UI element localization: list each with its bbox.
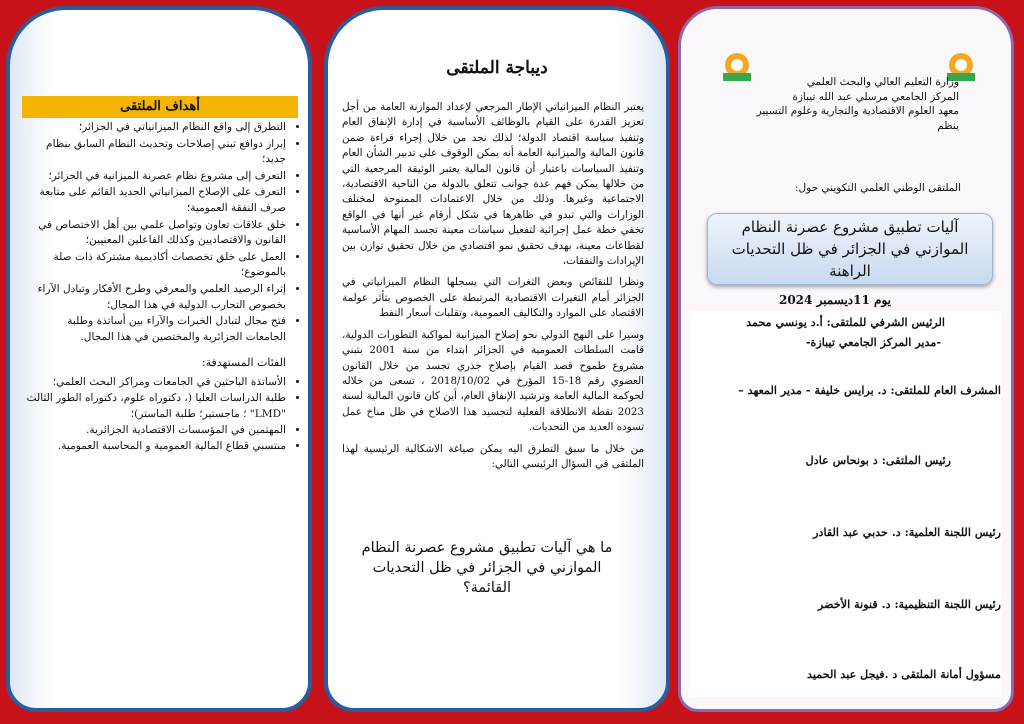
forum-date: يوم 11ديسمبر 2024 — [778, 293, 891, 307]
audience-item: • الأساتذة الباحثين في الجامعات ومراكز البحث العلمي؛ — [24, 374, 286, 390]
preamble-title: ديباجة الملتقى — [446, 58, 548, 78]
goals-title: أهداف الملتقى — [22, 96, 298, 118]
institute-line: معهد العلوم الاقتصادية والتجارية وعلوم التسيير — [756, 105, 959, 117]
goal-item: • العمل على خلق تخصصات أكاديمية مشتركة ذات صلة بالموضوع؛ — [24, 250, 286, 281]
preamble-paragraph: وسيرا على النهج الدولي نحو إصلاح الميزانية لمواكبة التطورات الدولية، قامت السلطات العمومية في الجزائر ابتداء من سنة 2001 بتبني مشروع طموح قصد القيام بإصلاح جذري تجسد من خلال القانون العضوي رقم 18-15 المؤرخ في 2018/10/02 ، تسعى من خلاله لحوكمة المالية العامة وترشيد الإنفاق العام، أين كان قانون المالية لسنة 2023 نقطة الانطلاقة الفعلية لتجسيد هذا الاصلاح في ظل مناخ عمل تسوده العديد من التحديات. — [342, 328, 644, 434]
cover-panel — [678, 6, 1014, 712]
goal-item: • التعرف على الإصلاح الميزانياتي الجديد القائم على متابعة صرف النفقة العمومية؛ — [24, 185, 286, 216]
preamble-paragraph: ونظرا للنقائص وبعض الثغرات التي يسجلها النظام الميزانياتي في الجزائر أمام التغيرات الاقتصادية المرتبطة على الخصوص بتأثر عولمة الاقتصاد على الموارد والتكاليف العمومية، وتقلبات أسعار النفط — [342, 276, 644, 320]
general-supervisor: المشرف العام للملتقى: د. برايس خليفة - مدير المعهد – — [738, 383, 1001, 397]
audience-item: • المهتمين في المؤسسات الاقتصادية الجزائرية. — [24, 422, 286, 438]
goal-item: • خلق علاقات تعاون وتواصل علمي بين أهل الاختصاص في القانون والاقتصاديين وكذلك الفاعلين المعنيين؛ — [24, 218, 286, 249]
organizes-line: ينظم — [937, 119, 959, 132]
audience-list — [24, 374, 298, 454]
preamble-paragraph: من خلال ما سبق التطرق اليه يمكن صياغة الاشكالية الرئيسية لهذا الملتقى في السؤال الرئيسي التالي: — [342, 442, 644, 470]
goal-item: • إثراء الرصيد العلمي والمعرفي وطرح الأفكار وتبادل الآراء بخصوص التجارب الدولية في هذا المجال؛ — [24, 282, 286, 313]
center-line: المركز الجامعي مرسلي عبد الله تيبازة — [792, 90, 959, 103]
audience-item: • منتسبي قطاع المالية العمومية و المحاسبة العمومية. — [24, 438, 286, 454]
committee-list — [689, 311, 1001, 697]
preamble-panel — [324, 6, 670, 712]
objectives-panel — [6, 6, 312, 712]
preamble-paragraph: يعتبر النظام الميزانياتي الإطار المرجعي لإعداد الموازنة العامة من أجل تعزيز القدرة على القيام بالوظائف الأساسية في إدارة الإنفاق العام وتنفيذ سياسة اقتصاد الدولة؛ لذلك نجد من خلال إجراء قراءة ضمن قانون المالية والميزانية العامة أنه يمكن الوقوف على تدبير الشأن العام وتنفيذ السياسات باعتبار أن قانون المالية يعتبر الوثيقة المرجعية التي من خلالها يمكن فهم عدة جوانب تتعلق بالدولة من الناحية الاقتصادية، الاجتماعية وغيرها. وذلك من خلال الاعتمادات الممنوحة لمختلف الوزارات والتي تبدو في ظاهرها في شكل أرقام غير أنها في الواقع تخفي خطة عمل إجرائية لتفعيل سياسات معينة تجسد المهام الأساسية لقطاعات معينة، بهدف تحقيق نمو اقتصادي من خلال تحقيق توازن بين الإيرادات والنفقات، — [342, 101, 644, 268]
goal-item: • التطرق إلى واقع النظام الميزانياتي في الجزائر؛ — [24, 120, 286, 136]
secretariat-head: مسؤول أمانة الملتقى د .فيجل عبد الحميد — [807, 667, 1001, 681]
scientific-committee-chair: رئيس اللجنة العلمية: د. حدبي عبد القادر — [813, 525, 1001, 539]
honorary-chair: الرئيس الشرفي للملتقى: أ.د يونسي محمد — [746, 315, 945, 329]
forum-label: الملتقى الوطني العلمي التكويني حول: — [795, 182, 961, 194]
main-question: ما هي آليات تطبيق مشروع عصرنة النظام الموازني في الجزائر في ظل التحديات القائمة؟ — [361, 540, 613, 596]
forum-title-box — [707, 213, 993, 285]
institution-header — [741, 75, 959, 133]
audience-item: • طلبة الدراسات العليا (، دكتوراه علوم، دكتوراه الطور الثالث "LMD" ؛ ماجستير؛ طلبة الماستر)؛ — [24, 390, 286, 422]
forum-chair: رئيس الملتقى: د بونحاس عادل — [805, 453, 951, 467]
preamble-body — [342, 100, 644, 478]
forum-title: آليات تطبيق مشروع عصرنة النظام الموازني في الجزائر في ظل التحديات الراهنة — [731, 218, 969, 280]
goals-list — [24, 120, 298, 346]
organizing-committee-chair: رئيس اللجنة التنظيمية: د. قنونة الأخضر — [817, 597, 1001, 611]
honorary-chair-role: -مدير المركز الجامعي تيبازة- — [805, 335, 941, 349]
ministry-line: وزارة التعليم العالي والبحث العلمي — [806, 76, 959, 88]
audience-title: الفئات المستهدفة: — [201, 356, 286, 369]
goal-item: • التعرف إلى مشروع نظام عصرنة الميزانية في الجزائر؛ — [24, 169, 286, 185]
goal-item: • إبراز دوافع تبني إصلاحات وتحديث النظام السابق بنظام جديد؛ — [24, 137, 286, 168]
goal-item: • فتح مجال لتبادل الخبرات والآراء بين أساتذة وطلبة الجامعات الجزائرية والمختصين في هذا المجال. — [24, 314, 286, 345]
